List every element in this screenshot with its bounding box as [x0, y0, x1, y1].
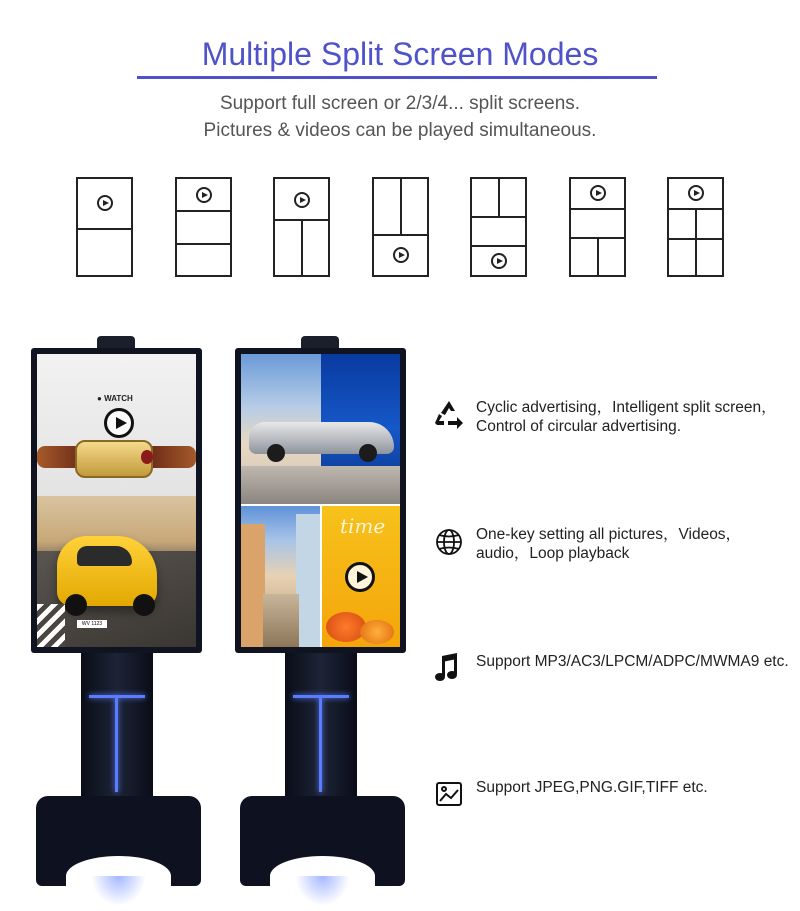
car-wheel [65, 594, 87, 616]
title-underline [137, 76, 657, 79]
subtitle-line-1: Support full screen or 2/3/4... split screens. [219, 93, 581, 114]
kiosk-frame [31, 348, 202, 653]
play-icon [393, 247, 409, 263]
kiosk-screen [241, 354, 400, 647]
play-icon [104, 408, 134, 438]
led-glow [295, 876, 350, 906]
street [263, 594, 299, 647]
feature-text: Support JPEG,PNG.GIF,TIFF etc. [476, 779, 708, 796]
ground [241, 466, 400, 504]
road-stripes [37, 604, 65, 647]
led-stem [115, 697, 118, 792]
subtitle-line-2: Pictures & videos can be played simultaneous. [203, 120, 597, 141]
play-icon [590, 185, 606, 201]
building [241, 524, 265, 647]
globe-icon [432, 525, 466, 559]
kiosk-base [240, 796, 405, 886]
car-windshield [77, 546, 132, 566]
street-panel [241, 504, 320, 647]
kiosk-frame [235, 348, 406, 653]
recycle-icon [432, 398, 466, 432]
split-mode-1 [76, 177, 133, 277]
play-icon [196, 187, 212, 203]
led-stem [319, 697, 322, 792]
kiosk-screen [37, 354, 196, 647]
splash-car-panel [241, 354, 400, 504]
car-ad-panel [37, 496, 196, 647]
page-title: Multiple Split Screen Modes [201, 36, 599, 72]
watch-crown [141, 450, 153, 464]
play-icon [97, 195, 113, 211]
kiosk-right [235, 336, 410, 906]
play-icon [345, 562, 375, 592]
fruit [360, 620, 394, 644]
watch-ad-panel [37, 354, 196, 496]
kiosk-left [31, 336, 206, 906]
time-overlay-text: time [340, 514, 386, 538]
kiosk-base [36, 796, 201, 886]
split-mode-4 [372, 177, 429, 277]
music-note-icon [432, 652, 466, 686]
led-glow [91, 876, 146, 906]
split-mode-6 [569, 177, 626, 277]
play-icon [688, 185, 704, 201]
car-wheel [267, 444, 285, 462]
feature-text: Support MP3/AC3/LPCM/ADPC/MWMA9 etc. [476, 653, 789, 670]
play-icon [294, 192, 310, 208]
split-mode-2 [175, 177, 232, 277]
image-icon [432, 778, 466, 812]
building [296, 514, 320, 647]
play-icon [491, 253, 507, 269]
car-wheel [133, 594, 155, 616]
feature-text: Cyclic advertising，Intelligent split screen，Control of circular advertising. [476, 399, 777, 435]
split-mode-3 [273, 177, 330, 277]
watch-brand-label: ● WATCH [97, 394, 133, 403]
split-mode-7 [667, 177, 724, 277]
feature-text: One-key setting all pictures，Videos，audio，Loop playback [476, 526, 742, 562]
split-mode-5 [470, 177, 527, 277]
car-wheel [359, 444, 377, 462]
fruit-panel [320, 504, 400, 647]
license-plate: WV 1123 [77, 620, 107, 628]
